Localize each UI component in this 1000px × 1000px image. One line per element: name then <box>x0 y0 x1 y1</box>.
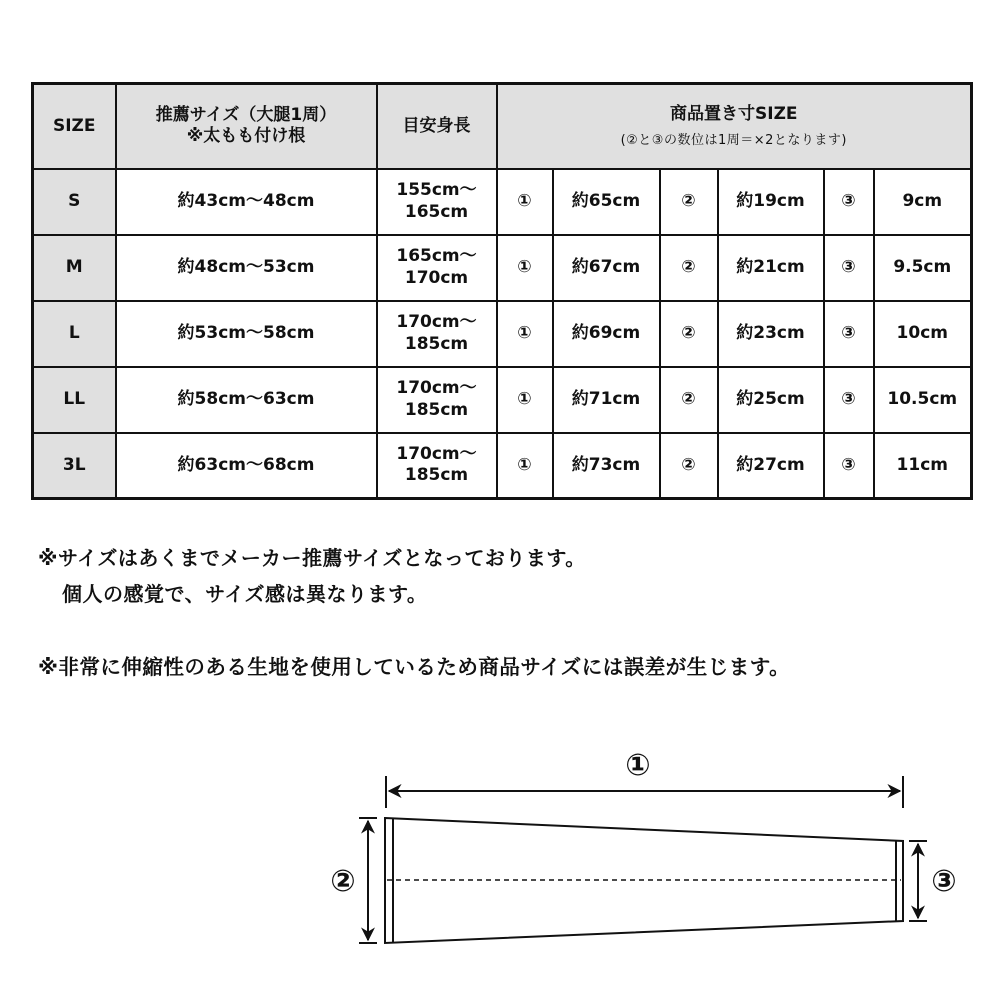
length-cell: 約73cm <box>553 433 660 499</box>
mark-1: ① <box>497 301 553 367</box>
bottom-width-dimension-arrow <box>909 841 927 921</box>
leg-sleeve-shape <box>385 818 903 943</box>
top-width-cell: 約21cm <box>718 235 824 301</box>
size-cell: M <box>33 235 116 301</box>
mark-3: ③ <box>824 367 874 433</box>
mark-2: ② <box>660 301 718 367</box>
height-from: 170cm～ <box>396 444 477 464</box>
top-width-dimension-arrow <box>359 818 377 943</box>
mark-3: ③ <box>824 301 874 367</box>
bottom-width-label: ③ <box>931 864 957 899</box>
top-width-cell: 約27cm <box>718 433 824 499</box>
header-height: 目安身長 <box>377 84 497 169</box>
mark-1: ① <box>497 235 553 301</box>
size-cell: 3L <box>33 433 116 499</box>
mark-1: ① <box>497 367 553 433</box>
bottom-width-cell: 10.5cm <box>874 367 972 433</box>
size-cell: LL <box>33 367 116 433</box>
note-individual-feel: 個人の感覚で、サイズ感は異なります。 <box>62 582 428 606</box>
height-to: 185cm <box>404 399 469 420</box>
size-cell: L <box>33 301 116 367</box>
bottom-width-cell: 9.5cm <box>874 235 972 301</box>
recommended-cell: 約58cm～63cm <box>116 367 377 433</box>
mark-2: ② <box>660 235 718 301</box>
height-to: 185cm <box>404 333 469 354</box>
length-cell: 約71cm <box>553 367 660 433</box>
recommended-cell: 約43cm～48cm <box>116 169 377 235</box>
bottom-width-cell: 10cm <box>874 301 972 367</box>
length-label: ① <box>625 748 651 783</box>
bottom-width-cell: 11cm <box>874 433 972 499</box>
bottom-width-cell: 9cm <box>874 169 972 235</box>
mark-3: ③ <box>824 235 874 301</box>
mark-3: ③ <box>824 433 874 499</box>
header-product-subtitle: (②と③の数位は1周＝×2となります) <box>620 132 847 148</box>
length-cell: 約65cm <box>553 169 660 235</box>
mark-3: ③ <box>824 169 874 235</box>
mark-2: ② <box>660 367 718 433</box>
height-from: 165cm～ <box>396 246 477 267</box>
length-cell: 約69cm <box>553 301 660 367</box>
note-stretch-tolerance: ※非常に伸縮性のある生地を使用しているため商品サイズには誤差が生じます。 <box>38 655 791 679</box>
height-to: 170cm <box>404 267 469 288</box>
mark-2: ② <box>660 169 718 235</box>
header-size: SIZE <box>33 84 116 169</box>
height-from: 170cm～ <box>396 312 477 333</box>
height-from: 170cm～ <box>396 378 477 399</box>
size-cell: S <box>33 169 116 235</box>
top-width-label: ② <box>330 864 356 899</box>
note-recommended-size: ※サイズはあくまでメーカー推薦サイズとなっております。 <box>38 546 586 570</box>
height-from: 155cm～ <box>396 180 477 201</box>
mark-1: ① <box>497 433 553 499</box>
height-to: 185cm <box>404 465 469 486</box>
top-width-cell: 約25cm <box>718 367 824 433</box>
header-product-title: 商品置き寸SIZE <box>670 103 798 124</box>
mark-1: ① <box>497 169 553 235</box>
recommended-cell: 約48cm～53cm <box>116 235 377 301</box>
top-width-cell: 約19cm <box>718 169 824 235</box>
length-cell: 約67cm <box>553 235 660 301</box>
header-recommended-line1: 推薦サイズ（大腿1周） <box>155 105 337 125</box>
height-to: 165cm <box>404 201 469 222</box>
recommended-cell: 約53cm～58cm <box>116 301 377 367</box>
top-width-cell: 約23cm <box>718 301 824 367</box>
header-recommended-line2: ※太もも付け根 <box>186 126 306 147</box>
recommended-cell: 約63cm～68cm <box>116 433 377 499</box>
mark-2: ② <box>660 433 718 499</box>
